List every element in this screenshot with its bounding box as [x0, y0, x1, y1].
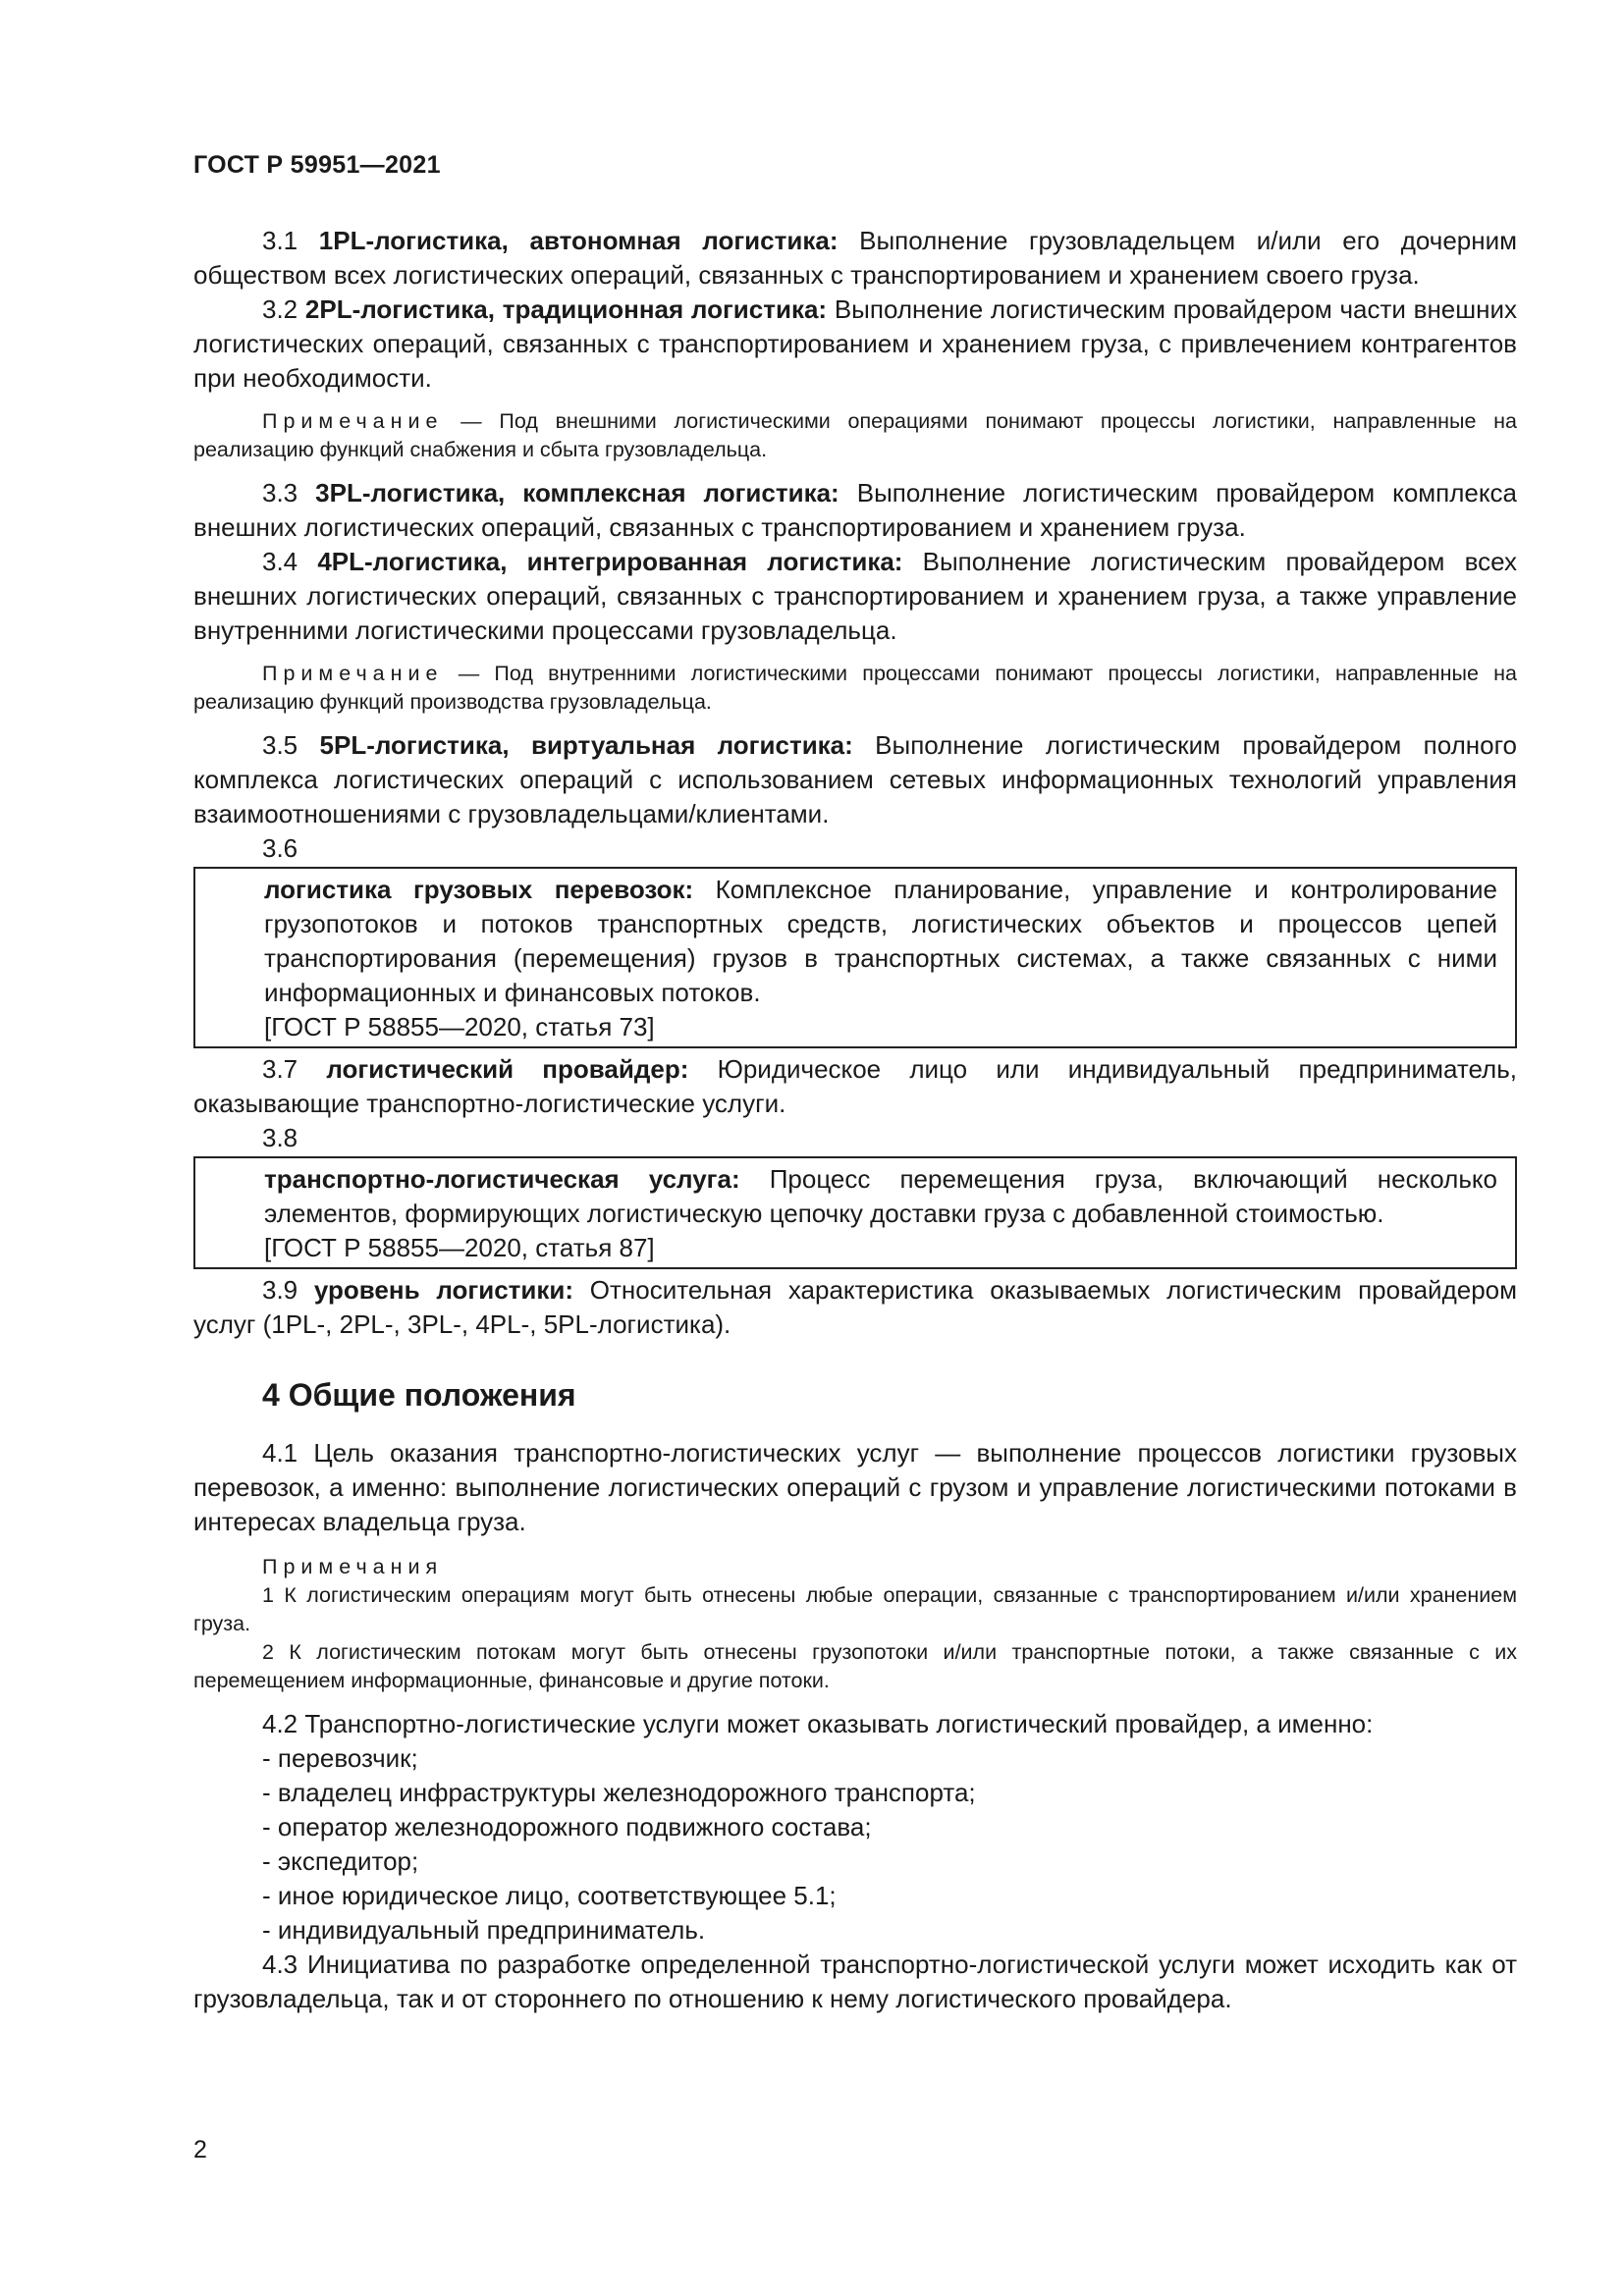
- term: 4PL-логистика, интегрированная логистика:: [317, 547, 903, 576]
- definition-3-4: [193, 545, 1517, 648]
- term: 2PL-логистика, традиционная логистика:: [304, 294, 828, 324]
- note-3-4: [193, 660, 1517, 717]
- clause-number: 3.1: [262, 226, 319, 255]
- note-label: Примечание: [262, 662, 444, 685]
- framed-definition-3-8: [193, 1156, 1517, 1269]
- definition-3-8: [264, 1162, 1497, 1231]
- note-block-2: [193, 660, 1517, 717]
- term: транспортно-логистическая услуга:: [264, 1164, 740, 1194]
- note-item-2: 2 К логистическим потокам могут быть отнесены грузопотоки и/или транспортные потоки, а также связанные с их перемещением информационные, финансовые и другие потоки.: [193, 1640, 1517, 1692]
- definition-text: Выполнение логистическим провайдером полного комплекса логистических операций с использованием сетевых информационных технологий управления взаимоотношениями с грузовладельцами/клиентами.: [193, 730, 1517, 828]
- note-text: — Под внешними логистическими операциями понимают процессы логистики, направленные на реализацию функций снабжения и сбыта грузовладельца.: [193, 409, 1517, 461]
- clause-number: 3.2: [262, 294, 305, 324]
- note-item-1: 1 К логистическим операциям могут быть отнесены любые операции, связанные с транспортированием и/или хранением груза.: [193, 1583, 1517, 1635]
- definition-3-9: [193, 1273, 1517, 1342]
- clause-number: 3.9: [262, 1275, 314, 1305]
- definition-text: Выполнение логистическим провайдером комплекса внешних логистических операций, связанных с транспортированием и хранением груза.: [193, 478, 1518, 542]
- list-item: - иное юридическое лицо, соответствующее 5.1;: [262, 1881, 837, 1910]
- paragraph-4-1: 4.1 Цель оказания транспортно-логистических услуг — выполнение процессов логистики грузовых перевозок, а именно: выполнение логистических операций с грузом и управление логистическими потоками в интересах владельца груза.: [193, 1438, 1517, 1536]
- term: 1PL-логистика, автономная логистика:: [318, 226, 839, 255]
- framed-definition-3-6: [193, 867, 1517, 1048]
- note-text: — Под внутренними логистическими процессами понимают процессы логистики, направленные на реализацию функций производства грузовладельца.: [193, 662, 1517, 714]
- definition-text: Комплексное планирование, управление и контролирование грузопотоков и потоков транспортных средств, логистических объектов и процессов цепей транспортирования (перемещения) грузов в транспортных системах, а также связанных с ними информационных и финансовых потоков.: [264, 875, 1498, 1007]
- clause-number-3-6: 3.6: [262, 833, 298, 863]
- term: уровень логистики:: [313, 1275, 574, 1305]
- term: логистика грузовых перевозок:: [264, 875, 694, 904]
- page-number: 2: [193, 2136, 207, 2163]
- source-reference: [ГОСТ Р 58855—2020, статья 73]: [264, 1012, 655, 1041]
- clause-number: 3.3: [262, 478, 316, 507]
- definition-3-7: [193, 1052, 1517, 1121]
- note-label: Примечание: [262, 409, 444, 433]
- definition-text: Процесс перемещения груза, включающий несколько элементов, формирующих логистическую цепочку доставки груза с добавленной стоимостью.: [264, 1164, 1497, 1228]
- definition-3-6: [264, 873, 1497, 1010]
- definition-text: Выполнение грузовладельцем и/или его дочерним обществом всех логистических операций, связанных с транспортированием и хранением своего груза.: [193, 226, 1518, 290]
- list-item: - оператор железнодорожного подвижного состава;: [262, 1812, 872, 1842]
- term: 3PL-логистика, комплексная логистика:: [315, 478, 839, 507]
- term: логистический провайдер:: [326, 1054, 689, 1084]
- definition-text: Юридическое лицо или индивидуальный предприниматель, оказывающие транспортно-логистические услуги.: [193, 1054, 1517, 1118]
- list-item: - владелец инфраструктуры железнодорожного транспорта;: [262, 1778, 976, 1807]
- definition-3-1: [193, 224, 1517, 293]
- clause-number: 3.7: [262, 1054, 327, 1084]
- section-heading: 4 Общие положения: [262, 1377, 576, 1413]
- clause-number-3-8: 3.8: [262, 1123, 298, 1152]
- page-content: [193, 224, 1517, 2016]
- list-item: - перевозчик;: [262, 1743, 418, 1773]
- source-reference: [ГОСТ Р 58855—2020, статья 87]: [264, 1233, 655, 1262]
- paragraph-4-2: 4.2 Транспортно-логистические услуги может оказывать логистический провайдер, а именно:: [262, 1709, 1374, 1738]
- notes-label: Примечания: [262, 1555, 444, 1578]
- clause-number: 3.5: [262, 730, 320, 760]
- clause-number: 3.4: [262, 547, 318, 576]
- list-item: - индивидуальный предприниматель.: [262, 1915, 706, 1945]
- term: 5PL-логистика, виртуальная логистика:: [319, 730, 853, 760]
- note-block-1: [193, 407, 1517, 464]
- definition-text: Выполнение логистическим провайдером всех внешних логистических операций, связанных с транспортированием и хранением груза, а также управление внутренними логистическими процессами грузовладельца.: [193, 547, 1518, 645]
- paragraph-4-3: 4.3 Инициатива по разработке определенной транспортно-логистической услуги может исходить как от грузовладельца, так и от стороннего по отношению к нему логистического провайдера.: [193, 1949, 1517, 2013]
- definition-3-3: [193, 476, 1517, 545]
- definition-text: Выполнение логистическим провайдером части внешних логистических операций, связанных с транспортированием и хранением груза, с привлечением контрагентов при необходимости.: [193, 294, 1518, 393]
- definition-text: Относительная характеристика оказываемых логистическим провайдером услуг (1PL-, 2PL-, 3PL-, 4PL-, 5PL-логистика).: [193, 1275, 1518, 1339]
- standard-header: ГОСТ Р 59951—2021: [193, 151, 441, 179]
- definition-3-2: [193, 293, 1517, 396]
- note-3-2: [193, 407, 1517, 464]
- definition-3-5: [193, 728, 1517, 831]
- list-item: - экспедитор;: [262, 1846, 419, 1876]
